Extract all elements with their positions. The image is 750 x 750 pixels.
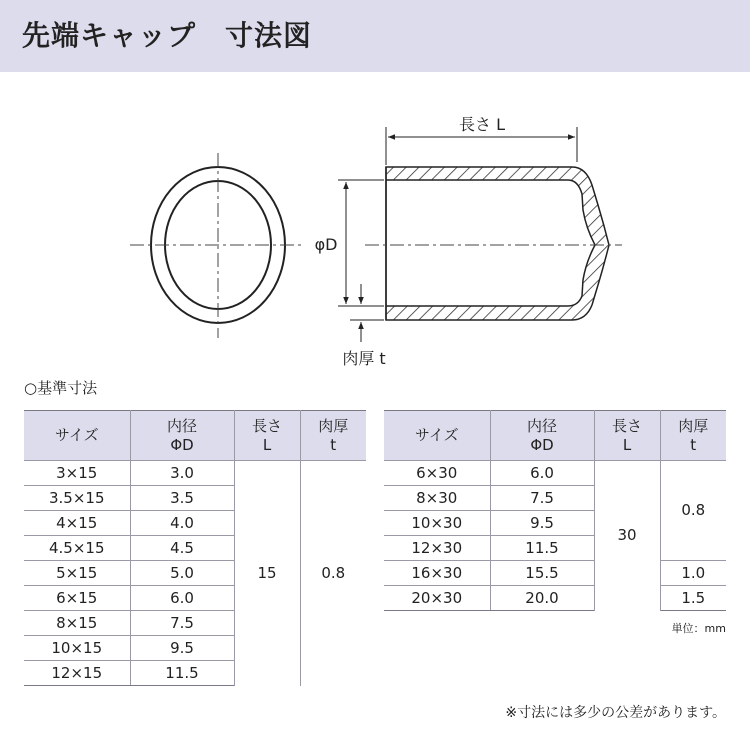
cell-inner-diameter: 11.5 — [130, 661, 234, 686]
cell-size: 20×30 — [384, 586, 490, 611]
column-header-length: 長さ L — [234, 411, 300, 461]
cell-inner-diameter: 15.5 — [490, 561, 594, 586]
cell-inner-diameter: 7.5 — [490, 486, 594, 511]
spec-table-30 — [384, 410, 726, 611]
cell-inner-diameter: 4.0 — [130, 511, 234, 536]
tolerance-footnote: ※寸法には多少の公差があります。 — [505, 705, 726, 721]
column-header-inner-diameter: 内径 ΦD — [490, 411, 594, 461]
diameter-label: φD — [314, 235, 338, 254]
length-label: 長さ L — [458, 115, 506, 134]
column-header-length: 長さ L — [594, 411, 660, 461]
thickness-label: 肉厚 t — [342, 349, 386, 368]
section-title: ○基準寸法 — [24, 379, 98, 397]
unit-note: 単位：mm — [671, 622, 726, 635]
front-view — [130, 153, 303, 338]
cell-size: 6×30 — [384, 461, 490, 486]
column-header-size: サイズ — [24, 411, 130, 461]
cell-size: 12×15 — [24, 661, 130, 686]
cell-inner-diameter: 6.0 — [490, 461, 594, 486]
cell-size: 3.5×15 — [24, 486, 130, 511]
cell-inner-diameter: 5.0 — [130, 561, 234, 586]
cell-inner-diameter: 9.5 — [130, 636, 234, 661]
column-header-thickness: 肉厚 t — [300, 411, 366, 461]
cell-inner-diameter: 3.5 — [130, 486, 234, 511]
cell-thickness: 1.0 — [660, 561, 726, 586]
table-row — [384, 561, 726, 586]
side-view — [315, 115, 622, 368]
column-header-inner-diameter: 内径 ΦD — [130, 411, 234, 461]
cell-size: 10×30 — [384, 511, 490, 536]
cell-inner-diameter: 7.5 — [130, 611, 234, 636]
cell-inner-diameter: 3.0 — [130, 461, 234, 486]
cell-size: 16×30 — [384, 561, 490, 586]
cell-thickness: 0.8 — [300, 461, 366, 686]
cell-size: 10×15 — [24, 636, 130, 661]
cell-size: 6×15 — [24, 586, 130, 611]
cell-size: 4.5×15 — [24, 536, 130, 561]
cell-length: 30 — [594, 461, 660, 611]
cell-inner-diameter: 6.0 — [130, 586, 234, 611]
table-row — [384, 461, 726, 486]
cell-size: 12×30 — [384, 536, 490, 561]
cell-size: 8×15 — [24, 611, 130, 636]
table-row — [24, 461, 366, 486]
cell-thickness: 0.8 — [660, 461, 726, 561]
cell-size: 4×15 — [24, 511, 130, 536]
cell-size: 5×15 — [24, 561, 130, 586]
table-header-row — [384, 411, 726, 461]
cell-thickness: 1.5 — [660, 586, 726, 611]
page-title: 先端キャップ 寸法図 — [22, 19, 313, 52]
table-header-row — [24, 411, 366, 461]
cell-inner-diameter: 9.5 — [490, 511, 594, 536]
cell-size: 8×30 — [384, 486, 490, 511]
cell-size: 3×15 — [24, 461, 130, 486]
column-header-size: サイズ — [384, 411, 490, 461]
cell-inner-diameter: 11.5 — [490, 536, 594, 561]
dimension-diagram — [0, 0, 750, 370]
side-view-cap-wall — [386, 167, 609, 320]
table-row — [384, 586, 726, 611]
column-header-thickness: 肉厚 t — [660, 411, 726, 461]
cell-inner-diameter: 20.0 — [490, 586, 594, 611]
spec-table-15 — [24, 410, 366, 686]
cell-length: 15 — [234, 461, 300, 686]
cell-inner-diameter: 4.5 — [130, 536, 234, 561]
